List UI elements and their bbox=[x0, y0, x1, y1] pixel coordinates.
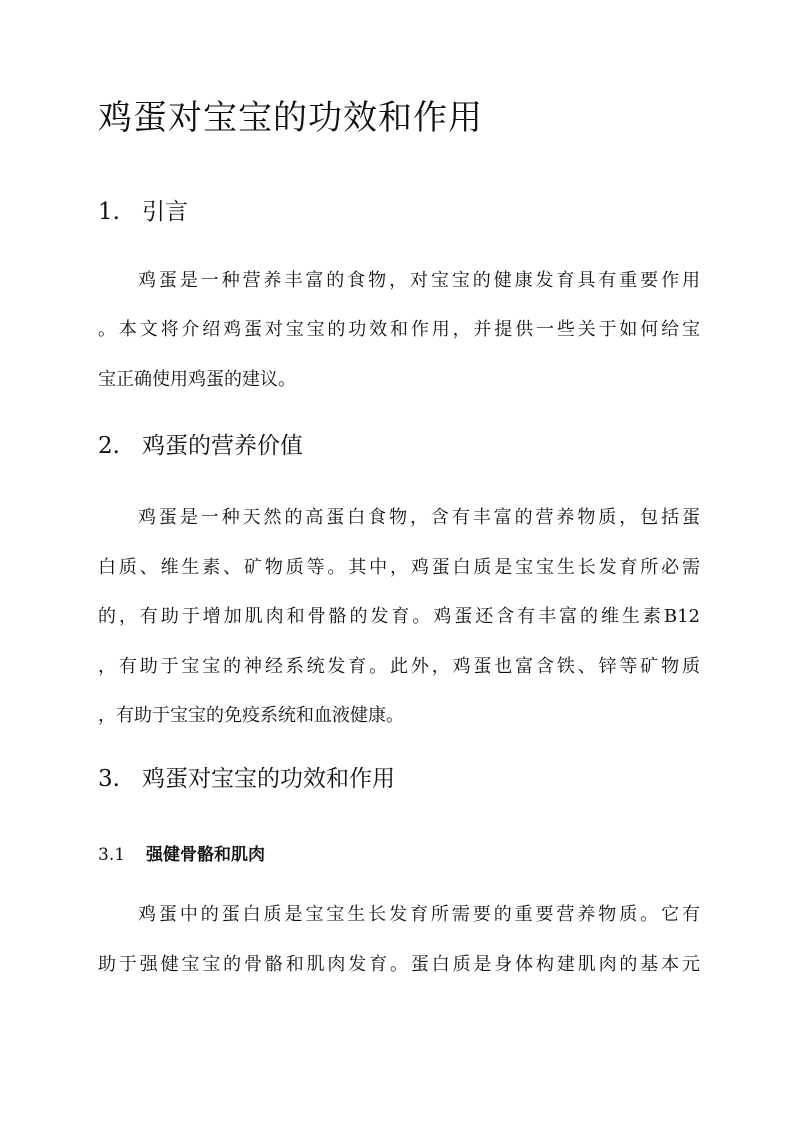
paragraph-line: 鸡蛋是一种营养丰富的食物，对宝宝的健康发育具有重要作用 bbox=[138, 270, 700, 291]
section-2-heading bbox=[98, 430, 303, 462]
paragraph-line: ，有助于宝宝的神经系统发育。此外，鸡蛋也富含铁、锌等矿物质 bbox=[98, 656, 700, 677]
document-title: 鸡蛋对宝宝的功效和作用 bbox=[98, 98, 483, 138]
subsection-number: 3.1 bbox=[98, 845, 126, 865]
paragraph-line: 鸡蛋中的蛋白质是宝宝生长发育所需要的重要营养物质。它有 bbox=[138, 904, 700, 925]
paragraph-line: 白质、维生素、矿物质等。其中，鸡蛋白质是宝宝生长发育所必需 bbox=[98, 557, 700, 578]
paragraph-line: 鸡蛋是一种天然的高蛋白食物，含有丰富的营养物质，包括蛋 bbox=[138, 507, 700, 528]
paragraph-line: 宝正确使用鸡蛋的建议。 bbox=[98, 369, 296, 390]
subsection-3-1-heading bbox=[98, 843, 265, 867]
section-number: 3. bbox=[98, 766, 120, 792]
section-3-heading bbox=[98, 763, 395, 795]
section-title: 鸡蛋的营养价值 bbox=[142, 433, 303, 459]
subsection-title: 强健骨骼和肌肉 bbox=[146, 845, 265, 865]
section-title: 引言 bbox=[142, 199, 188, 225]
section-number: 1. bbox=[98, 199, 120, 225]
paragraph-line: 的，有助于增加肌肉和骨骼的发育。鸡蛋还含有丰富的维生素B12 bbox=[98, 606, 700, 627]
section-number: 2. bbox=[98, 433, 120, 459]
paragraph-line: ，有助于宝宝的免疫系统和血液健康。 bbox=[98, 705, 404, 726]
paragraph-line: 助于强健宝宝的骨骼和肌肉发育。蛋白质是身体构建肌肉的基本元 bbox=[98, 954, 700, 975]
section-1-heading bbox=[98, 196, 188, 228]
paragraph-line: 。本文将介绍鸡蛋对宝宝的功效和作用，并提供一些关于如何给宝 bbox=[98, 319, 700, 340]
section-title: 鸡蛋对宝宝的功效和作用 bbox=[142, 766, 395, 792]
